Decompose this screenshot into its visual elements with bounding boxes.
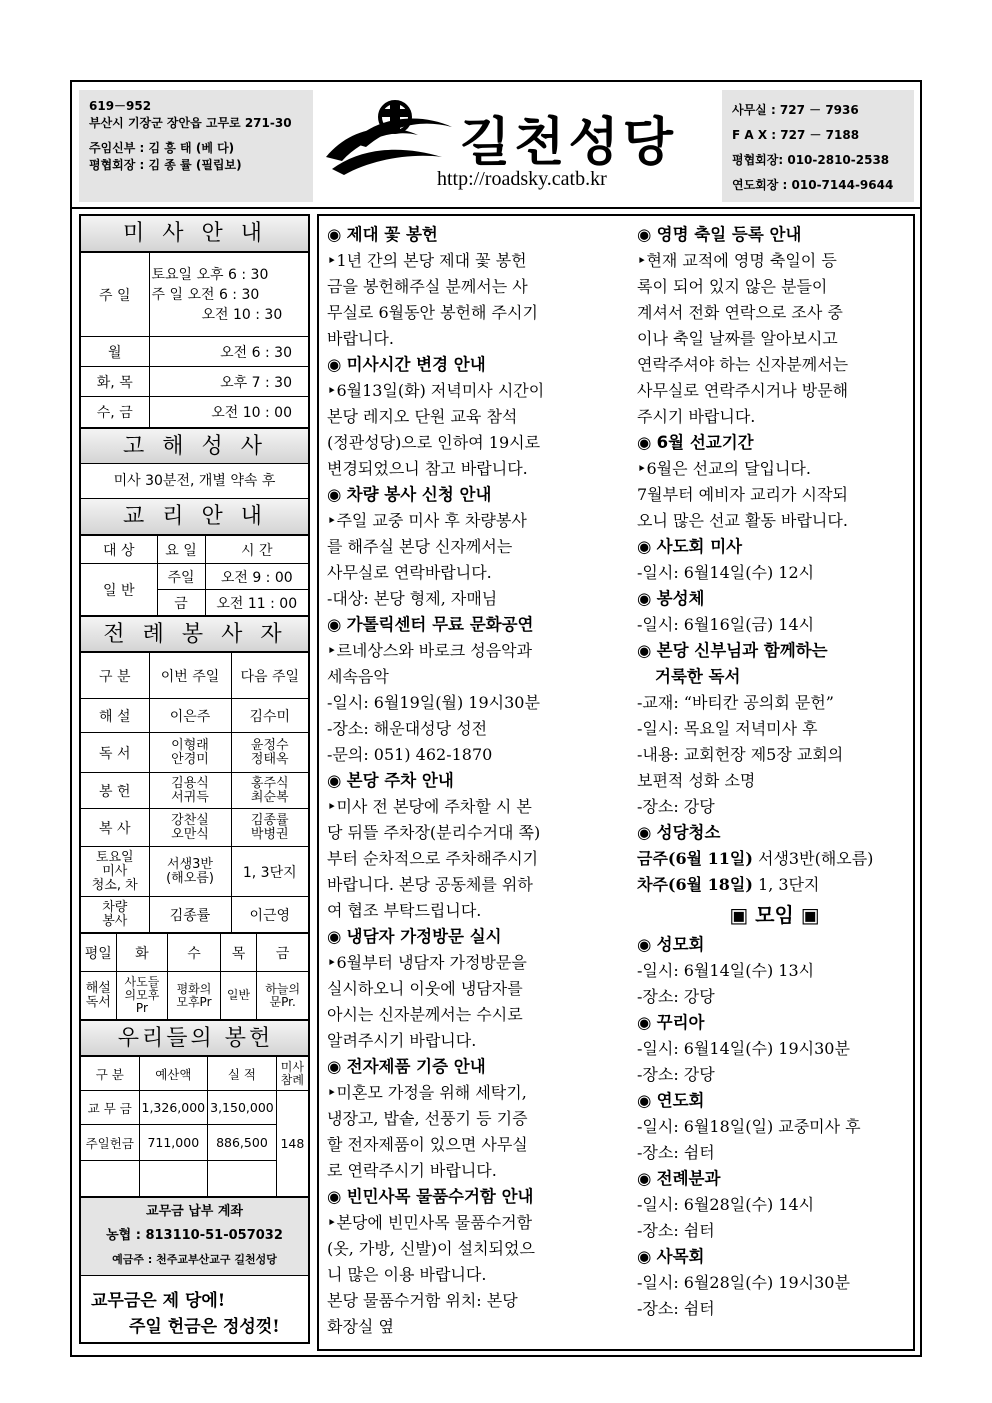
account-title: 교무금 납부 계좌 [146,1204,243,1219]
col-header: 미사 참례 [276,1057,308,1091]
car-this: 김종률 [149,897,231,933]
notice-line: -일시: 6월14일(수) 13시 [637,961,815,980]
notices-left-column [327,222,609,1340]
catechism-target: 일 반 [81,564,157,616]
notice-line: ‣현재 교적에 영명 축일이 등 [637,251,837,270]
catechism-day: 주일 [157,564,205,590]
notice-line: -일시: 6월28일(수) 19시30분 [637,1273,850,1292]
server-role: 해 설 [81,699,149,733]
notice-title: ◉ 사목회 [637,1247,705,1266]
notice-line: 차주(6월 18일) 1, 3단지 [637,875,820,894]
notice-line: ‣6월부터 냉담자 가정방문을 [327,953,527,972]
notice-line: 7월부터 예비자 교리가 시작되 [637,485,848,504]
notice-line: -장소: 강당 [637,987,715,1006]
elder-phone: 연도회장 : 010-7144-9644 [732,178,894,192]
offering-actual: 3,150,000 [208,1091,277,1125]
slogan-line1: 교무금은 제 당에! [91,1291,226,1311]
weekday-group: 일반 [220,972,257,1020]
notice-line: -일시: 6월28일(수) 14시 [637,1195,815,1214]
notice-line: 니 많은 이용 바랍니다. [327,1265,487,1284]
bullet-circle-icon: ◉ [327,927,347,946]
notice-line: 본당 물품수거함 위치: 본당 [327,1291,518,1310]
servers-table [81,652,308,933]
server-this: 강찬실 오만식 [149,809,231,847]
notice-line: ‣본당에 빈민사목 물품수거함 [327,1213,533,1232]
notice-line: 변경되었으니 참고 바랍니다. [327,459,528,478]
office-phone: 사무실 : 727 － 7936 [732,103,859,117]
sunday-times: 토요일 오후 6 : 30 주 일 오전 6 : 30 오전 10 : 30 [149,253,308,337]
notice-line: 사무실로 연락바랍니다. [327,563,492,582]
notice-line: 부터 순차적으로 주차해주시기 [327,849,539,868]
notice-title-cont: 거룩한 독서 [655,667,741,686]
notice-line: -대상: 본당 형제, 자매님 [327,589,498,608]
server-next: 홍주식 최순복 [231,773,308,809]
confession-text: 미사 30분전, 개별 약속 후 [81,464,308,499]
offering-budget: 711,000 [139,1125,208,1161]
weekday-group: 사도들 의모후 Pr [116,972,168,1020]
weekday-label: 평일 [81,934,116,972]
notice-line: 보편적 성화 소명 [637,771,756,790]
bullet-circle-icon: ◉ [327,485,347,504]
notice-line: 냉장고, 밥솥, 선풍기 등 기증 [327,1109,528,1128]
catechism-table [81,535,308,616]
notice-line: 바랍니다. [327,329,394,348]
council-president: 평협회장 : 김 종 률 (필립보) [89,158,242,172]
fax: F A X : 727 － 7188 [732,128,860,142]
catechism-time: 오전 11 : 00 [205,590,308,616]
col-header: 예산액 [139,1057,208,1091]
website-url[interactable]: http://roadsky.catb.kr [437,168,607,190]
server-role: 독 서 [81,733,149,773]
offering-table [81,1056,308,1197]
notice-line: -내용: 교회헌장 제5장 교회의 [637,745,844,764]
col-header: 이번 주일 [149,653,231,699]
bullet-circle-icon: ◉ [637,225,657,244]
catechism-section-title: 교리안내 [81,499,308,535]
notice-title: ◉ 성당청소 [637,823,721,842]
mass-day: 월 [81,337,149,367]
notice-line: 사무실로 연락주시거나 방문해 [637,381,849,400]
col-header: 다음 주일 [231,653,308,699]
server-this: 이형래 안경미 [149,733,231,773]
notice-line: 할 전자제품이 있으면 사무실 [327,1135,528,1154]
bullet-circle-icon: ◉ [637,1169,657,1188]
weekday-day: 수 [168,934,220,972]
bullet-circle-icon: ◉ [637,823,657,842]
mass-section-title: 미사안내 [81,216,308,252]
notice-line: -장소: 쉼터 [637,1299,715,1318]
weekday-day: 화 [116,934,168,972]
confession-section-title: 고해성사 [81,428,308,464]
offering-actual: 886,500 [208,1125,277,1161]
notice-line: -장소: 쉼터 [637,1143,715,1162]
mass-table [81,252,308,428]
cleaning-this: 서생3반 (해오름) [149,847,231,897]
notice-title: ◉ 봉성체 [637,589,705,608]
mass-day: 수, 금 [81,397,149,428]
offering-budget: 1,326,000 [139,1091,208,1125]
bullet-circle-icon: ◉ [637,1247,657,1266]
catechism-time: 오전 9 : 00 [205,564,308,590]
notice-line: 실시하오니 이웃에 냉담자를 [327,979,523,998]
notice-title: ◉ 차량 봉사 신청 안내 [327,485,492,504]
cleaning-role: 토요일 미사 청소, 차 [81,847,149,897]
account-holder: 예금주 : 천주교부산교구 길천성당 [112,1253,277,1266]
col-header: 실 적 [208,1057,277,1091]
notice-line: 연락주셔야 하는 신자분께서는 [637,355,849,374]
slogan [81,1275,308,1345]
server-this: 김용식 서귀득 [149,773,231,809]
header-divider [70,207,922,209]
notice-line: 아시는 신자분께서는 수시로 [327,1005,523,1024]
left-column [79,214,310,1344]
notice-line: ‣미사 전 본당에 주차할 시 본 [327,797,532,816]
bullet-circle-icon: ◉ [637,1091,657,1110]
bullet-circle-icon: ◉ [637,433,657,452]
account-box [81,1197,308,1275]
bullet-circle-icon: ◉ [637,641,657,660]
notice-title: ◉ 영명 축일 등록 안내 [637,225,802,244]
notice-line: 오니 많은 선교 활동 바랍니다. [637,511,848,530]
notice-line: -문의: 051) 462-1870 [327,745,493,764]
catechism-day: 금 [157,590,205,616]
col-header: 시 간 [205,536,308,564]
notice-line: 당 뒤뜰 주차장(분리수거대 쪽) [327,823,541,842]
notice-line: 이나 축일 날짜를 알아보시고 [637,329,838,348]
notice-line: 화장실 옆 [327,1317,394,1336]
notice-line: 로 연락주시기 바랍니다. [327,1161,497,1180]
notice-title: ◉ 미사시간 변경 안내 [327,355,486,374]
notice-line: 계셔서 전화 연락으로 조사 중 [637,303,843,322]
weekday-day: 목 [220,934,257,972]
notice-line: -장소: 강당 [637,1065,715,1084]
notice-line: -일시: 목요일 저녁미사 후 [637,719,818,738]
bullet-circle-icon: ◉ [327,1057,347,1076]
mass-day: 화, 목 [81,367,149,397]
server-role: 복 사 [81,809,149,847]
mass-time: 오후 7 : 30 [149,367,308,397]
mass-time: 오전 6 : 30 [149,337,308,367]
notice-line: ‣주일 교중 미사 후 차량봉사 [327,511,527,530]
notice-line: -장소: 해운대성당 성전 [327,719,488,738]
notice-title: ◉ 사도회 미사 [637,537,743,556]
notice-line: -일시: 6월14일(수) 19시30분 [637,1039,850,1058]
notice-title: ◉ 빈민사목 물품수거함 안내 [327,1187,534,1206]
notice-title: ◉ 성모회 [637,935,705,954]
notice-title: ◉ 전자제품 기증 안내 [327,1057,486,1076]
col-header: 구 분 [81,653,149,699]
notice-title: ◉ 꾸리아 [637,1013,705,1032]
col-header: 요 일 [157,536,205,564]
servers-section-title: 전례봉사자 [81,616,308,652]
notice-line: 세속음악 [327,667,389,686]
notice-title: ◉ 본당 주차 안내 [327,771,454,790]
bullet-circle-icon: ◉ [637,537,657,556]
notice-line: (옷, 가방, 신발)이 설치되었으 [327,1239,535,1258]
bullet-circle-icon: ◉ [327,771,347,790]
pastor: 주임신부 : 김 흥 태 (베 다) [89,141,235,155]
notice-line: -장소: 강당 [637,797,715,816]
notice-line: 금주(6월 11일) 서생3반(해오름) [637,849,874,868]
address: 부산시 기장군 장안읍 고무로 271-30 [89,116,292,130]
notice-line: 알려주시기 바랍니다. [327,1031,477,1050]
notice-line: 무실로 6월동안 봉헌해 주시기 [327,303,538,322]
account-bank: 농협 : 813110-51-057032 [106,1228,283,1243]
offering-type: 주일헌금 [81,1125,139,1161]
council-phone: 평협회장: 010-2810-2538 [732,153,890,167]
notice-line: -장소: 쉼터 [637,1221,715,1240]
server-next: 김종률 박병권 [231,809,308,847]
notice-line: 바랍니다. 본당 공동체를 위하 [327,875,533,894]
offering-section-title: 우리들의 봉헌 [81,1020,308,1056]
sunday-label: 주 일 [81,253,149,337]
notice-title: ◉ 6월 선교기간 [637,433,754,452]
col-header: 구 분 [81,1057,139,1091]
header-info-left [79,90,313,202]
notice-title: ◉ 전례분과 [637,1169,721,1188]
notices-box [317,214,915,1351]
weekday-group: 하늘의 문Pr. [257,972,308,1020]
bullet-circle-icon: ◉ [327,1187,347,1206]
bullet-circle-icon: ◉ [327,355,347,374]
notice-title: ◉ 본당 신부님과 함께하는 [637,641,828,660]
notice-line: 주시기 바랍니다. [637,407,756,426]
notice-line: ‣1년 간의 본당 제대 꽃 봉헌 [327,251,527,270]
notice-line: -일시: 6월19일(월) 19시30분 [327,693,540,712]
mass-attendance: 148 [276,1091,308,1197]
notice-line: -교재: “바티칸 공의회 문헌” [637,693,834,712]
notice-line: 록이 되어 있지 않은 분들이 [637,277,828,296]
bullet-circle-icon: ◉ [327,225,347,244]
server-next: 김수미 [231,699,308,733]
slogan-line2: 주일 헌금은 정성껏! [129,1317,280,1337]
notice-line: ‣르네상스와 바로크 성음악과 [327,641,533,660]
notice-line: -일시: 6월14일(수) 12시 [637,563,815,582]
notice-line: -일시: 6월18일(일) 교중미사 후 [637,1117,861,1136]
notice-line: 를 해주실 본당 신자께서는 [327,537,513,556]
notice-line: ‣6월은 선교의 달입니다. [637,459,811,478]
notice-line: (정관성당)으로 인하여 19시로 [327,433,541,452]
car-role: 차량 봉사 [81,897,149,933]
church-title: 길천성당 [460,113,677,173]
col-header: 대 상 [81,536,157,564]
weekday-role: 해설 독서 [81,972,116,1020]
bullet-circle-icon: ◉ [637,589,657,608]
offering-type: 교 무 금 [81,1091,139,1125]
notices-right-column [637,222,912,1322]
notice-line: 본당 레지오 단원 교육 참석 [327,407,518,426]
bullet-circle-icon: ◉ [327,615,347,634]
notice-line: 여 협조 부탁드립니다. [327,901,482,920]
bullet-circle-icon: ◉ [637,1013,657,1032]
notice-title: ◉ 가톨릭센터 무료 문화공연 [327,615,534,634]
notice-title: ◉ 냉담자 가정방문 실시 [327,927,502,946]
notice-line: ‣미혼모 가정을 위해 세탁기, [327,1083,527,1102]
notice-line: 금을 봉헌해주실 분께서는 사 [327,277,528,296]
cleaning-next: 1, 3단지 [231,847,308,897]
postcode: 619－952 [89,99,152,113]
car-next: 이근영 [231,897,308,933]
bullet-circle-icon: ◉ [637,935,657,954]
weekday-group: 평화의 모후Pr [168,972,220,1020]
mass-time: 오전 10 : 00 [149,397,308,428]
notice-title: ◉ 제대 꽃 봉헌 [327,225,438,244]
notice-line: -일시: 6월16일(금) 14시 [637,615,815,634]
weekday-day: 금 [257,934,308,972]
server-next: 윤정수 정태옥 [231,733,308,773]
notice-line: ‣6월13일(화) 저녁미사 시간이 [327,381,545,400]
weekday-table [81,933,308,1020]
server-this: 이은주 [149,699,231,733]
notice-title: ◉ 연도회 [637,1091,705,1110]
header-info-right [722,90,914,202]
server-role: 봉 헌 [81,773,149,809]
meetings-title: ▣ 모임 ▣ [729,903,820,927]
